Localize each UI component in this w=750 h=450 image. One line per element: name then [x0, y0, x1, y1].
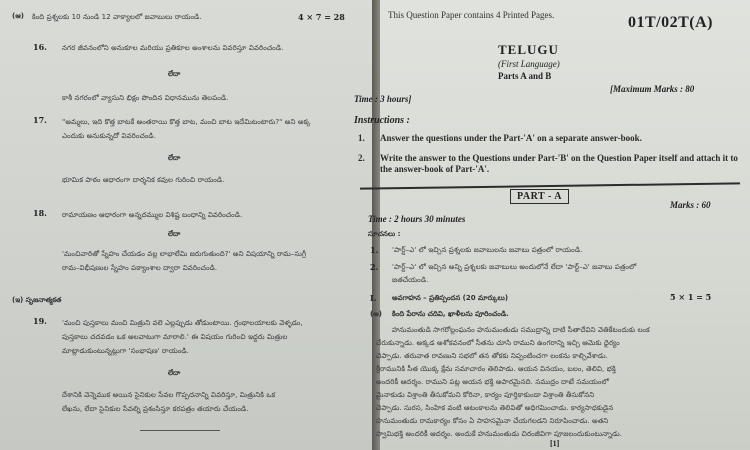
question-16-alt: కాశీ నగరంలో వ్యాసుని భిక్షం పొందిన విధానమును తెలపండి. [62, 94, 229, 102]
para-line-4: శ్రీరామునికి సీత యొక్క క్షేమ సమాచారం తెలిపాడు. ఆయన వినయం, బలం, తెలివి, భక్తి [376, 365, 616, 373]
sub-a-title: కింది పేరాను చదివి, ఖాళీలను పూరించండి. [392, 310, 509, 318]
section-i-marks: 5 × 1 = 5 [670, 292, 712, 302]
part-a-box [510, 189, 569, 204]
or-label-18: లేదా [168, 230, 181, 238]
paper-code: 01T/02T(A) [628, 14, 713, 31]
para-line-3: చెప్పాడు. తరువాత రావణుని సభలో తన తోకకు నిప్పంటించగా లంకను కాల్చివేశాడు. [376, 352, 608, 360]
max-marks: [Maximum Marks : 80 [610, 84, 695, 94]
subject-parts: Parts A and B [498, 71, 552, 81]
question-19-alt-line-1: దేశానికి వెన్నెముక అయిన సైనికుల సేవల గొప్పదనాన్ని వివరిస్తూ, మిత్రునికి ఒక [62, 391, 276, 399]
instruction-2-text: Write the answer to the Questions under Part-'B' on the Question Paper itself and attach it to the answer-book of Part-'A'. [380, 153, 738, 174]
left-page [0, 0, 372, 450]
question-16-text: నగర జీవనంలోని అనుకూల మరియు ప్రతికూల అంశాలను వివరిస్తూ వివరించండి. [62, 44, 284, 52]
subject-language: (First Language) [498, 59, 560, 69]
sub-a-label: (అ) [370, 310, 382, 318]
right-page [354, 0, 750, 450]
part-a-label: PART - A [517, 191, 562, 202]
question-19-line-1: 'మంచి పుస్తకాలు మంచి మిత్రుని వలె ఎల్లప్పుడు తోడుంటాయి. గ్రంథాలయాలకు వెళ్ళడం, [62, 319, 303, 327]
page-number: [1] [550, 439, 560, 448]
note-2-number: 2. [370, 262, 379, 272]
note-1-text: 'పార్ట్–ఎ' లో ఇచ్చిన ప్రశ్నలకు జవాబులను జవాబు పత్రంలో రాయండి. [392, 246, 583, 254]
subject-title: TELUGU [498, 42, 559, 57]
question-18-text: రామాయణం ఆధారంగా అన్నదమ్ముల విశిష్ట బంధాన్ని వివరించండి. [62, 211, 243, 219]
question-number-16: 16. [33, 42, 47, 52]
question-number-17: 17. [33, 115, 47, 125]
time-part-a: Time : 2 hours 30 minutes [368, 214, 466, 224]
note-1-number: 1. [370, 245, 379, 255]
question-17-text-2: ఎందుకు అనుకున్నదో వివరించండి. [62, 132, 157, 140]
or-label-19: లేదా [168, 369, 181, 377]
question-number-18: 18. [33, 208, 47, 218]
section-a-marks: 4 × 7 = 28 [298, 12, 345, 22]
para-line-9: స్వామిభక్తి అందరికీ ఆదర్శం. అందుకే హనుమంతుడు చిరంజీవిగా పూజలందుకుంటున్నాడు. [376, 430, 623, 438]
end-rule [140, 430, 220, 431]
para-line-1: హనుమంతుడి సాగరోల్లంఘనం హనుమంతుడు సముద్రాన్ని దాటి సీతాదేవిని వెతికేటందుకు లంక [392, 326, 650, 334]
section-b-label: (ఇ) సృజనాత్మకత [12, 296, 62, 304]
notes-heading: సూచనలు : [368, 230, 401, 238]
question-19-alt-line-2: లేఖను, లేదా సైనికుల సేవల్ని ప్రశంసిస్తూ కరపత్రం తయారు చేయండి. [62, 405, 249, 413]
section-i-number: I. [370, 293, 377, 303]
note-2-text: 'పార్ట్–ఎ' లో ఇచ్చిన అన్ని ప్రశ్నలకు జవాబులు అందులోనే లేదా 'పార్ట్–ఎ' జవాబు పత్రంలో [392, 263, 637, 271]
instruction-1-text: Answer the questions under the Part-'A' on a separate answer-book. [380, 133, 642, 143]
question-19-line-2: పుస్తకాలు చదవడం ఒక అలవాటుగా మారాలి.' ఈ విషయం గురించి ఇద్దరు మిత్రుల [62, 333, 288, 341]
or-label-16: లేదా [168, 70, 181, 78]
para-line-8: హనుమంతుడు రామకార్యం కోసం ఏ సాహసమైనా చేయగలడని నిరూపించాడు. అతని [376, 417, 609, 425]
note-2-text-2: జతచేయండి. [392, 276, 429, 284]
section-i-title: అవగాహన – ప్రతిస్పందన (20 మార్కులు) [392, 294, 509, 302]
instructions-heading: Instructions : [354, 115, 410, 126]
para-line-7: చెప్పాడు. సురస, సింహిక వంటి ఆటంకాలను తెలివితో అధిగమించాడు. కార్యసాధకుడైన [376, 404, 614, 412]
or-label-17: లేదా [168, 154, 181, 162]
printed-pages-note: This Question Paper contains 4 Printed Pages. [388, 10, 555, 20]
marks-part-a: Marks : 60 [670, 200, 711, 210]
question-19-line-3: మాట్లాడుకుంటున్నట్లుగా 'సంభాషణ' రాయండి. [62, 347, 189, 355]
section-a-label: (ఆ) [12, 12, 24, 20]
question-17-text: "అమ్మలు, ఇది కొత్త బాటకే అంతరాయి కొత్త బాట, మంచి బాట ఇదేమిటంటారు?" అని అక్క [62, 118, 311, 126]
time-total: Time : 3 hours] [354, 94, 412, 104]
para-line-2: చేరుకున్నాడు. అక్కడ అశోకవనంలో సీతను చూసి రాముని ఉంగరాన్ని ఇచ్చి ఆమెకు ధైర్యం [376, 339, 620, 347]
question-18-alt-2: రామ–విభీషణుల స్నేహం పఠ్యాంశాల ద్వారా వివరించండి. [62, 264, 218, 272]
section-a-instruction: కింది ప్రశ్నలకు 10 నుండి 12 వాక్యాలలో జవాబులు రాయండి. [32, 13, 202, 21]
instruction-1-number: 1. [358, 133, 365, 143]
question-number-19: 19. [33, 316, 47, 326]
para-line-6: మైనాకుడు విశ్రాంతి తీసుకోమని కోరినా, కార్యం పూర్తికాకుండా విశ్రాంతి తీసుకోనని [376, 391, 595, 399]
para-line-5: అందరికీ ఆదర్శం. రాముని పట్ల ఆయన భక్తి అపారమైనది. సముద్రం దాటే సమయంలో [376, 378, 609, 386]
instruction-2-number: 2. [358, 153, 365, 163]
question-17-alt: భూమిక పాఠం ఆధారంగా దార్శనిక కవుల గురించి రాయండి. [62, 176, 225, 184]
question-18-alt: 'మంచివారితో స్నేహం చేయడం వల్ల లాభాలేమి జరుగుతుంది?' అని విషయాన్ని రామ–సుగ్రీ [62, 250, 307, 258]
